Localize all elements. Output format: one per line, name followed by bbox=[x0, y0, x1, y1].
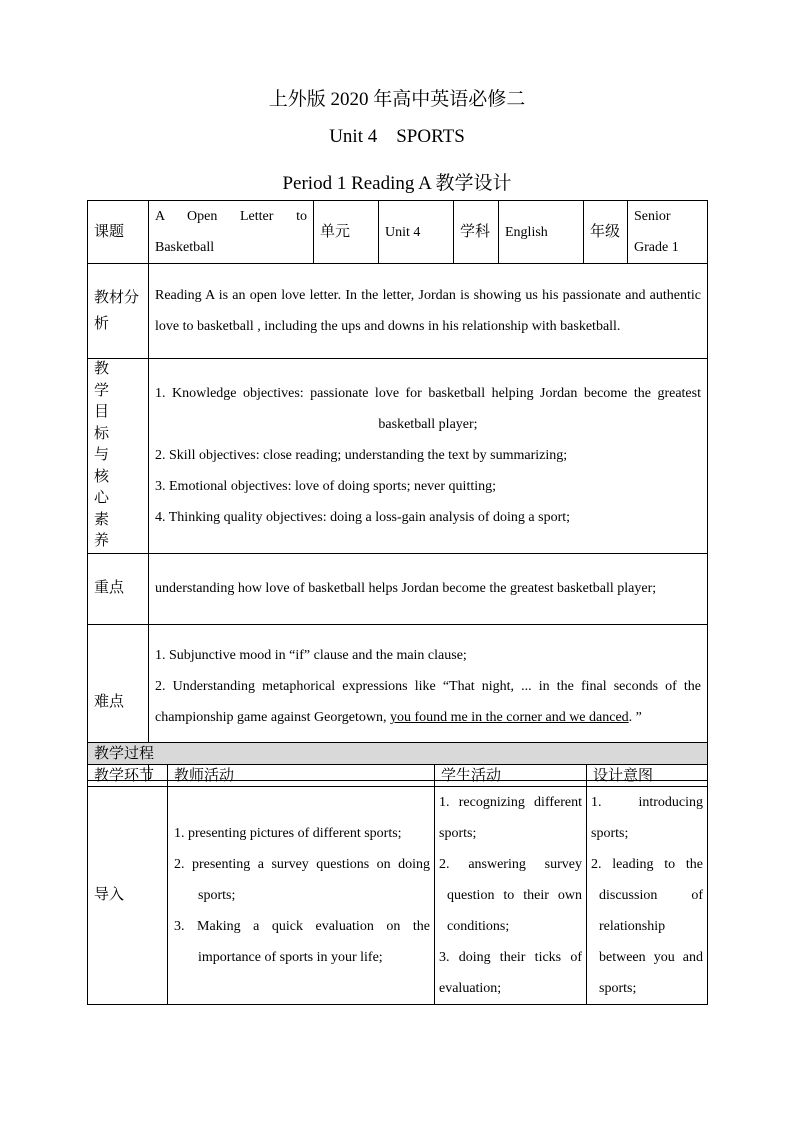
header-design: 设计意图 bbox=[587, 765, 708, 787]
analysis-label: 教材分析 bbox=[88, 264, 149, 359]
process-table bbox=[87, 742, 708, 1005]
student-activity: 3. doing their ticks of evaluation; bbox=[439, 950, 582, 996]
teacher-activity: 3. Making a quick evaluation on the importance of sports in your life; bbox=[174, 919, 430, 965]
design-intentions bbox=[587, 787, 708, 1005]
grade-label: 年级 bbox=[584, 201, 628, 264]
unit-title: Unit 4 SPORTS bbox=[329, 126, 465, 147]
objective-item: 2. Skill objectives: close reading; understanding the text by summarizing; bbox=[155, 448, 568, 464]
analysis-text: Reading A is an open love letter. In the letter, Jordan is showing us his passionate and authentic love to basketball , including the ups and downs in his relationship with basketball. bbox=[149, 264, 708, 359]
period-title: Period 1 Reading A 教学设计 bbox=[282, 173, 512, 194]
subject-label: 学科 bbox=[454, 201, 499, 264]
teacher-activity: 1. presenting pictures of different sports; bbox=[174, 826, 402, 841]
student-activity: 2. answering survey question to their own conditions; bbox=[439, 857, 582, 934]
objective-item: 1. Knowledge objectives: passionate love for basketball helping Jordan become the greatest basketball player; bbox=[155, 386, 701, 433]
header-student: 学生活动 bbox=[435, 765, 587, 787]
objectives-list bbox=[149, 359, 708, 554]
design-intention: 1. introducing sports; bbox=[591, 795, 704, 841]
key-points-label: 重点 bbox=[88, 553, 149, 624]
topic-label: 课题 bbox=[88, 201, 149, 264]
teacher-activities bbox=[168, 787, 435, 1005]
difficulty-underlined-text: you found me in the corner and we danced bbox=[389, 710, 629, 725]
difficulties-label: 难点 bbox=[88, 624, 149, 780]
unit-value: Unit 4 bbox=[379, 201, 454, 264]
grade-value: Senior Grade 1 bbox=[628, 201, 708, 264]
student-activity: 1. recognizing different sports; bbox=[439, 795, 582, 841]
header-teacher: 教师活动 bbox=[168, 765, 435, 787]
objective-item: 4. Thinking quality objectives: doing a loss-gain analysis of doing a sport; bbox=[155, 510, 571, 526]
difficulty-text: . ” bbox=[628, 710, 642, 725]
topic-value: A Open Letter to Basketball bbox=[149, 201, 314, 264]
difficulty-item bbox=[155, 671, 701, 733]
difficulty-text: 2. Understanding metaphorical expressions like “That night, ... in the final seconds of the championship game against Georgetown, bbox=[155, 679, 701, 725]
teacher-activity: 2. presenting a survey questions on doing sports; bbox=[174, 857, 430, 903]
design-intention: 2. leading to the discussion of relationship between you and sports; bbox=[591, 857, 704, 996]
document-title: 上外版 2020 年高中英语必修二 bbox=[268, 89, 526, 110]
objective-item: 3. Emotional objectives: love of doing sports; never quitting; bbox=[155, 479, 497, 495]
subject-value: English bbox=[499, 201, 584, 264]
stage-intro: 导入 bbox=[88, 787, 168, 1005]
header-stage: 教学环节 bbox=[88, 765, 168, 787]
unit-label: 单元 bbox=[314, 201, 379, 264]
process-section-label: 教学过程 bbox=[88, 743, 708, 765]
key-points-text: understanding how love of basketball helps Jordan become the greatest basketball player; bbox=[149, 553, 708, 624]
difficulty-item: 1. Subjunctive mood in “if” clause and the main clause; bbox=[155, 648, 467, 663]
objectives-label: 教学目标与核心素养 bbox=[88, 359, 149, 554]
lesson-info-table bbox=[87, 200, 708, 781]
student-activities bbox=[435, 787, 587, 1005]
